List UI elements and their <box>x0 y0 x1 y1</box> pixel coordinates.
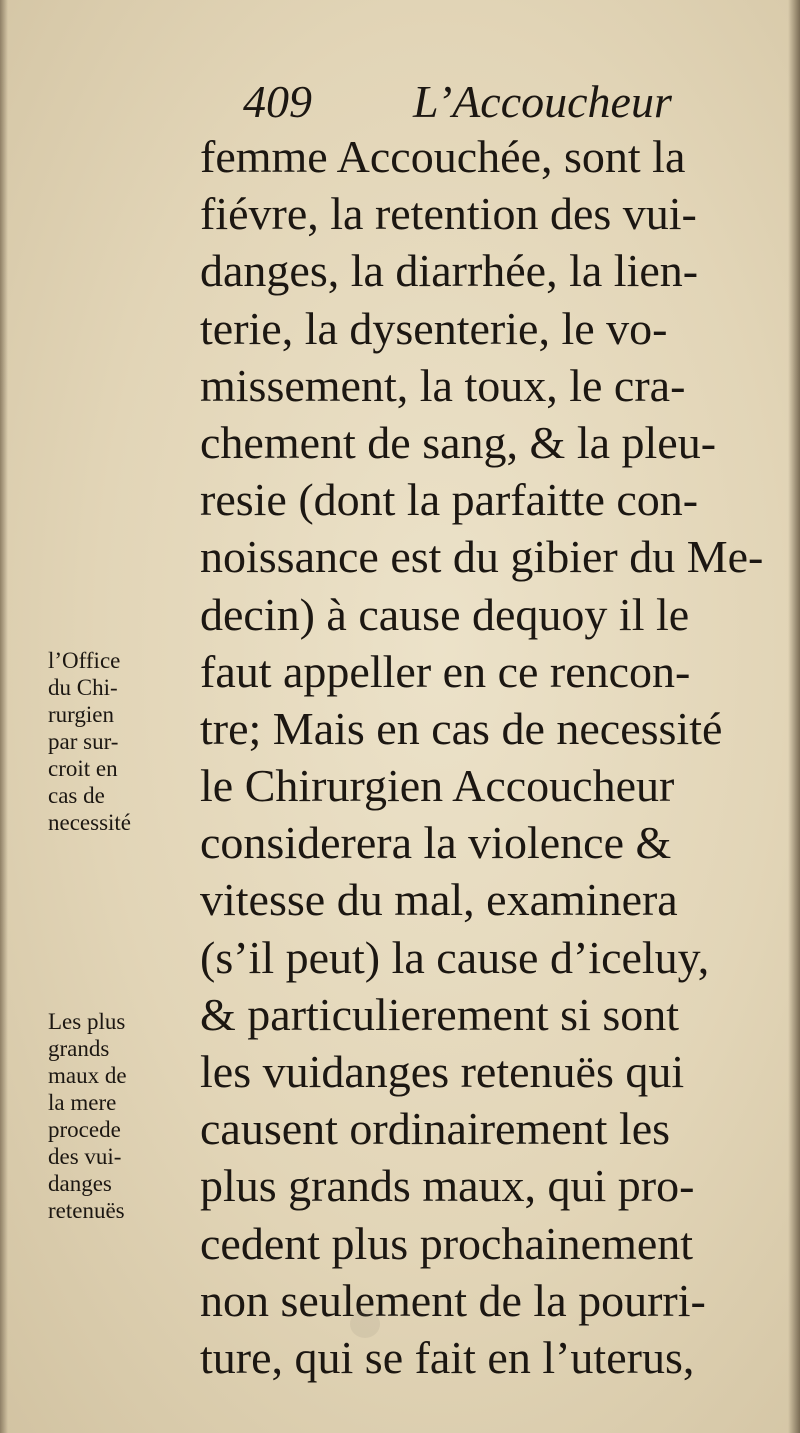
body-line: chement de sang, & la pleu- <box>200 416 717 468</box>
running-title: L’Accoucheur <box>413 76 672 127</box>
body-line: fiévre, la retention des vui- <box>200 188 697 240</box>
page-edge-shadow <box>788 0 800 1433</box>
body-line: danges, la diarrhée, la lien- <box>200 245 699 297</box>
body-line: le Chirurgien Accoucheur <box>200 760 675 812</box>
body-line: missement, la toux, le cra- <box>200 359 686 411</box>
body-line: les vuidanges retenuës qui <box>200 1046 685 1097</box>
body-line: cedent plus prochainement <box>200 1217 694 1269</box>
body-text <box>200 128 768 1386</box>
body-line: & particulierement si sont <box>200 988 680 1040</box>
margin-note-line: Les plus <box>48 1009 126 1034</box>
margin-note-line: la mere <box>48 1090 117 1115</box>
page-gutter-shadow <box>0 0 8 1433</box>
body-line: decin) à cause dequoy il le <box>200 588 690 640</box>
body-line: plus grands maux, qui pro- <box>200 1160 695 1212</box>
margin-note-line: grands <box>48 1036 110 1061</box>
body-line: non seulement de la pourri- <box>200 1274 706 1326</box>
margin-note-line: danges <box>48 1171 112 1196</box>
margin-note-line: croit en <box>48 756 118 781</box>
margin-note-line: retenuës <box>48 1198 125 1223</box>
margin-note-maux <box>48 1008 203 1224</box>
page-number: 409 <box>243 76 312 127</box>
body-line: femme Accouchée, sont la <box>200 131 686 182</box>
body-line: ture, qui se fait en l’uterus, <box>200 1331 695 1383</box>
margin-note-line: cas de <box>48 783 105 808</box>
margin-note-line: rurgien <box>48 702 115 727</box>
ink-smudge <box>350 1310 380 1338</box>
margin-note-line: des vui- <box>48 1144 122 1169</box>
body-line: faut appeller en ce rencon- <box>200 645 691 697</box>
body-line: (s’il peut) la cause d’iceluy, <box>200 931 710 983</box>
body-line: terie, la dysenterie, le vo- <box>200 302 668 354</box>
margin-note-office <box>48 647 203 836</box>
margin-note-line: l’Office <box>48 648 121 673</box>
body-line: noissance est du gibier du Me- <box>200 531 764 583</box>
margin-note-line: procede <box>48 1117 121 1142</box>
body-line: considerera la violence & <box>200 817 672 869</box>
margin-note-line: du Chi- <box>48 675 118 700</box>
margin-note-line: maux de <box>48 1063 127 1088</box>
body-line: resie (dont la parfaitte con- <box>200 474 699 526</box>
margin-note-line: par sur- <box>48 729 119 754</box>
body-line: tre; Mais en cas de necessité <box>200 702 723 754</box>
body-line: vitesse du mal, examinera <box>200 874 678 926</box>
body-line: causent ordinairement les <box>200 1103 671 1155</box>
margin-note-line: necessité <box>48 810 132 835</box>
